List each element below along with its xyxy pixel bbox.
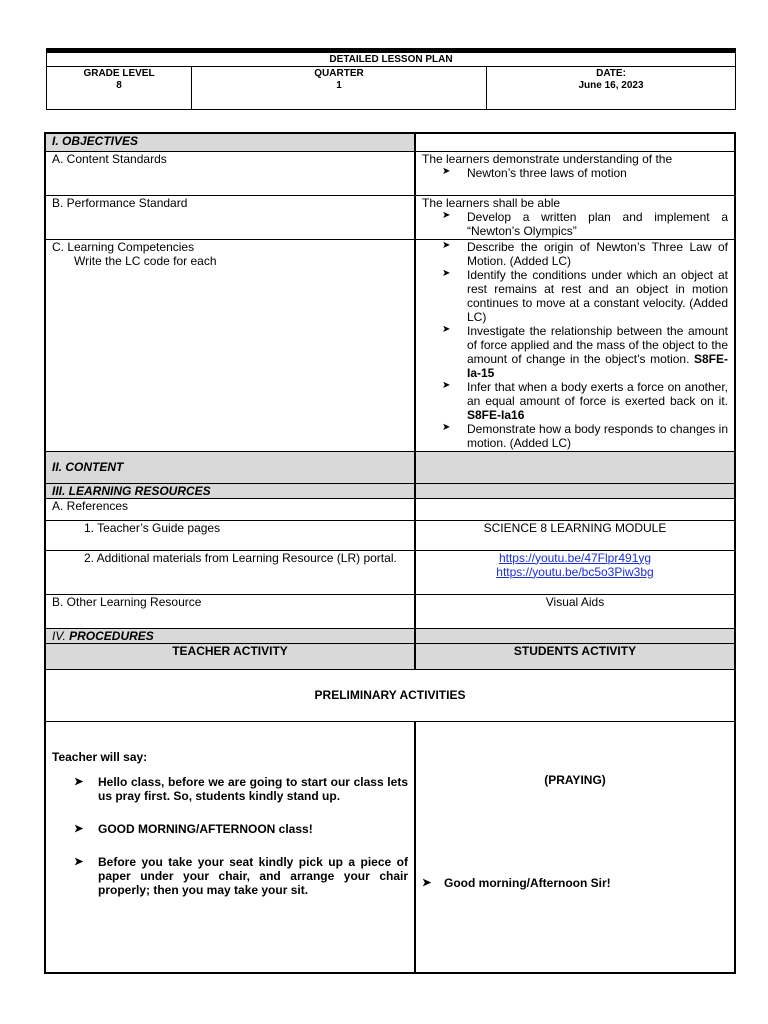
teachers-guide-value: SCIENCE 8 LEARNING MODULE [415, 520, 735, 550]
other-resource-label: B. Other Learning Resource [45, 594, 415, 628]
learning-competencies-cell [415, 239, 735, 451]
list-item: ➤ Develop a written plan and implement a “Newton’s Olympics” [442, 209, 728, 238]
list-item: ➤ Before you take your seat kindly pick up a piece of paper under your chair, and arrange your chair properly; then you may take your sit. [74, 854, 408, 897]
student-greeting: Good morning/Afternoon Sir! [444, 875, 611, 890]
list-item: ➤ Describe the origin of Newton’s Three Law of Motion. (Added LC) [442, 239, 728, 268]
performance-standard-intro: The learners shall be able [422, 195, 561, 210]
performance-standard-cell [415, 195, 735, 239]
content-standards-label: A. Content Standards [45, 151, 415, 195]
students-activity-heading: STUDENTS ACTIVITY [415, 643, 735, 669]
arrowhead-bullet-icon: ➤ [442, 267, 451, 279]
quarter-cell [192, 67, 487, 110]
quarter-label: QUARTER [314, 68, 364, 79]
procedures-heading: IV. PROCEDURES [45, 628, 415, 643]
performance-standard-label: B. Performance Standard [45, 195, 415, 239]
arrowhead-bullet-icon: ➤ [74, 855, 84, 868]
arrowhead-bullet-icon: ➤ [442, 379, 451, 391]
teacher-activity-list [52, 775, 408, 897]
arrowhead-bullet-icon: ➤ [422, 876, 432, 889]
objectives-heading: I. OBJECTIVES [45, 133, 415, 151]
additional-materials-cell [415, 550, 735, 594]
content-heading-right [415, 451, 735, 483]
quarter-value: 1 [336, 80, 342, 91]
learning-competencies-sublabel: Write the LC code for each [74, 253, 217, 268]
grade-level-value: 8 [116, 80, 122, 91]
content-heading: II. CONTENT [45, 451, 415, 483]
arrowhead-bullet-icon: ➤ [442, 421, 451, 433]
youtube-link-2[interactable]: https://youtu.be/bc5o3Piw3bg [496, 564, 654, 579]
lesson-plan-table [44, 132, 736, 974]
learning-competencies-label: C. Learning Competencies [52, 239, 195, 254]
grade-level-cell [47, 67, 192, 110]
students-activity-cell [415, 721, 735, 973]
arrowhead-bullet-icon: ➤ [74, 822, 84, 835]
teacher-intro: Teacher will say: [52, 749, 148, 764]
teachers-guide-label: 1. Teacher’s Guide pages [45, 520, 415, 550]
date-label: DATE: [596, 68, 626, 79]
date-cell [487, 67, 736, 110]
lc-code: S8FE-Ia-15 [467, 351, 729, 380]
references-value [415, 498, 735, 520]
youtube-link-1[interactable]: https://youtu.be/47Flpr491yg [498, 550, 652, 565]
other-resource-value: Visual Aids [415, 594, 735, 628]
learning-competencies-label-cell [45, 239, 415, 451]
references-label: A. References [45, 498, 415, 520]
content-standards-cell [415, 151, 735, 195]
list-item: ➤ Demonstrate how a body responds to changes in motion. (Added LC) [442, 421, 728, 450]
grade-level-label: GRADE LEVEL [83, 68, 155, 79]
resources-heading-right [415, 483, 735, 498]
additional-materials-label: 2. Additional materials from Learning Resource (LR) portal. [45, 550, 415, 594]
objectives-heading-right [415, 133, 735, 151]
arrowhead-bullet-icon: ➤ [442, 239, 451, 251]
teacher-activity-heading: TEACHER ACTIVITY [45, 643, 415, 669]
list-item: ➤ Infer that when a body exerts a force on another, an equal amount of force is exerted back on it. S8FE-Ia16 [442, 379, 728, 422]
lc-code: S8FE-Ia16 [467, 407, 525, 422]
date-value: June 16, 2023 [578, 80, 644, 91]
student-praying: (PRAYING) [544, 772, 606, 787]
arrowhead-bullet-icon: ➤ [442, 165, 451, 177]
resources-heading: III. LEARNING RESOURCES [45, 483, 415, 498]
list-item: ➤ GOOD MORNING/AFTERNOON class! [74, 821, 313, 836]
arrowhead-bullet-icon: ➤ [74, 775, 84, 788]
procedures-heading-right [415, 628, 735, 643]
content-standards-intro: The learners demonstrate understanding of the [422, 151, 673, 166]
document-title: DETAILED LESSON PLAN [47, 51, 736, 67]
learning-competencies-list [422, 240, 728, 450]
preliminary-activities-heading: PRELIMINARY ACTIVITIES [45, 669, 735, 721]
performance-standard-list [422, 210, 728, 238]
arrowhead-bullet-icon: ➤ [442, 209, 451, 221]
list-item: ➤ Newton’s three laws of motion [442, 165, 627, 180]
list-item: ➤ Hello class, before we are going to start our class lets us pray first. So, students kindly stand up. [74, 774, 408, 803]
student-greeting-item [422, 876, 728, 890]
arrowhead-bullet-icon: ➤ [442, 323, 451, 335]
content-standards-list [422, 166, 728, 180]
header-table [46, 48, 736, 110]
teacher-activity-cell [45, 721, 415, 973]
list-item: ➤ Investigate the relationship between the amount of force applied and the mass of the object to the amount of change in the object’s motion. S8FE-Ia-15 [442, 323, 729, 380]
list-item: ➤ Identify the conditions under which an object at rest remains at rest and an object in motion continues to move at a constant velocity. (Added LC) [442, 267, 728, 324]
